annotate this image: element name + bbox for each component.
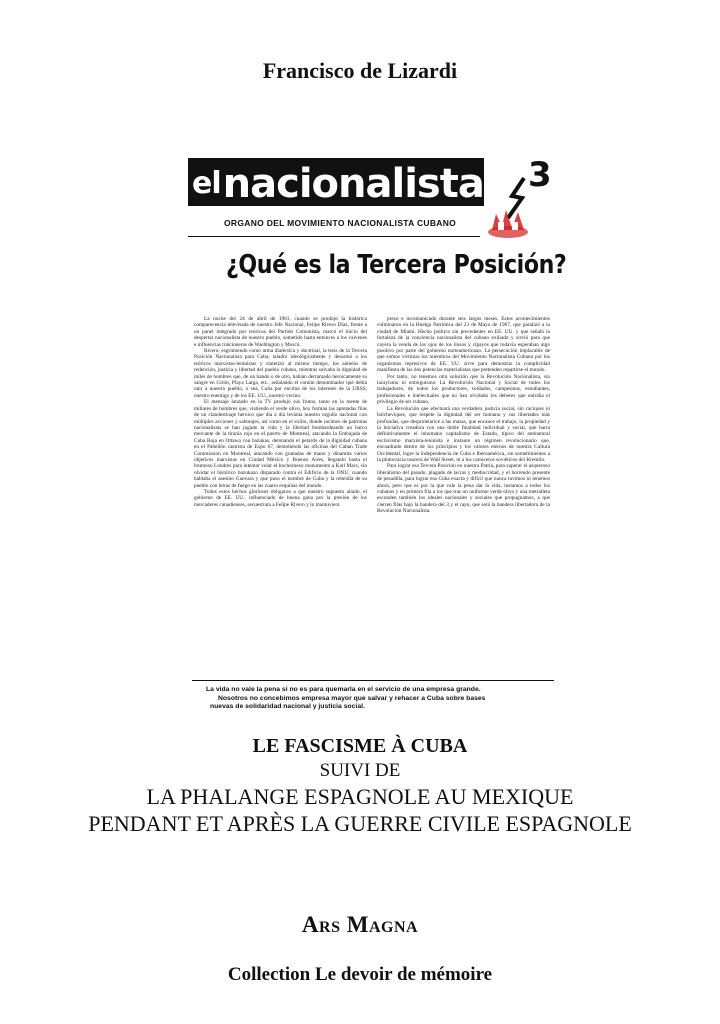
author-name: Francisco de Lizardi [262,58,458,83]
movement-emblem [486,152,556,242]
article-column-left [194,316,367,672]
book-subtitle-line: PENDANT ET APRÈS LA GUERRE CIVILE ESPAGNOLE [88,811,632,836]
paragraph: preso e incomunicado durante seis largos meses. Estos acontecimientos culminaron en la Huelga Patriótica del 23 de Mayo de 1967, que paralizó a la ciudad de Miami. Hecho político sin precedentes en EE. UU. y que señaló la fortaleza de la conciencia nacionalista del cubano exiliado y sirvió para que cayera la venda de los ojos de los ilusos y cipayos que todavía esperaban algo positivo por parte del gobierno norteamericano. La persecución implacable de que somos víctimas los miembros del Movimiento Nacionalista Cubano por los organismos represivos de EE. UU. sirve para demostrar la complicidad manifiesta de las dos potencias materialistas que pretenden repartirse el mundo. [377,316,550,374]
lightning-bolt-icon [486,152,556,242]
divider [188,236,480,237]
paragraph: Rivero, esgrimiendo como arma dialéctica y doctrinal, la tesis de la Tercera Posición Nacionalista para Cuba, taladró ideológicamente y desarmó a los teóricos marxistas-leninistas y sintetizó al mismo tiempo, los anhelos de redención, justicia y libertad del pueblo cubano, mientras salvaba la dignidad de miles de hombres que, de un bando o de otro, habían derramado heroicamente su sangre en Girón, Playa Larga, etc., señalando el común denominador que debía unir a nuestro pueblo, o sea, Cuba por encima de los intereses de la URSS, nuestro enemigo y de los EE. UU., nuestro vecino. [194,348,367,399]
paragraph: La noche del 24 de abril de 1961, cuando se produjo la histórica comparecencia televisada de nuestro Jefe Nacional, Felipe Rivero Díaz, frente a un panel integrado por teóricos del Partido Comunista, marcó el inicio del despertar nacionalista de nuestro pueblo, sometido hasta entonces a los vaivenes e influencias traicioneras de Washington y Moscú. [194,316,367,348]
article-body [194,316,550,672]
paragraph: La Revolución que efectuará una verdadera justicia social, sin caciques ni bolcheviques, que respete la dignidad del ser humano y sus libertades más profundas, que desproletarice a las masas, que encauce el trabajo, la propiedad y la iniciativa creadora con una doble finalidad individual y social, que barra definitivamente el inhumano capitalismo de Estado, típico del antinatural esclavismo marxista-leninista e instaure un régimen revolucionario que, encuadrado dentro de los principios y los valores eternos de nuestra Cultura Occidental, logre la independencia de Cuba e Iberoamérica, sin sometimientos a la plutocracia usurera de Wall Street, ni a los carniceros soviéticos del Kremlin. [377,405,550,463]
quote-line: nuevas de solidaridad nacional y justicia social. [210,703,365,710]
newspaper-subtitle: ORGANO DEL MOVIMIENTO NACIONALISTA CUBANO [224,218,457,228]
book-title-block [0,733,720,837]
article-column-right [377,316,550,672]
masthead-name: nacionalista [222,161,484,207]
paragraph: El mensaje lanzado en la TV produjo sus frutos, tanto en la mente de millares de hombres que, vistiendo el verde olivo, hoy forman las apretadas filas de un clandestinaje heroico que día a día levanta nuestro orgullo nacional con múltiples acciones y sabotajes, así como en el exilio, donde racimos de patriotas nacionalistas se han jugado la vida y la libertad bombardeando un barco mercante de la tiranía rojo en el puerto de Montreal, atacando la Embajada de Cuba Roja en Ottawa con bazukas, detonando el petardo de la dignidad cubana en el Pabellón castrista de Expo 67, demoliendo las oficinas del Cuban Trade Commission en Montreal, atacando con granadas de mano y dinamita varios objetivos marxistas en Ciudad México y Buenos Aires, llegando hasta el brumoso Londres para intentar volar el bochornoso monumento a Karl Marx, sin olvidar el histórico bazukazo disparado contra el Edificio de la ONU, cuando hablaba el asesino Guevara y que puso el nombre de Cuba y la rebeldía de su pueblo con letras de fuego en las cuatro esquinas del mundo. [194,399,367,489]
newspaper-clipping [188,152,567,710]
title-connector: SUIVI DE [319,760,401,781]
masthead-prefix: el [192,166,221,201]
book-title: LE FASCISME À CUBA [252,735,468,757]
collection-name: Collection Le devoir de mémoire [227,964,493,985]
paragraph: Para lograr esa Tercera Posición en nuestra Patria, para superar el asqueroso liberalismo del pasado, plagado de lacras y mediocridad, y el horrendo presente de pesadilla, para lograr esa Cuba exacta y difícil que nunca tuvimos ni tenemos ahora, pero que es por la que vale la pena dar la vida, instamos a todos los cubanos y en primera fila a los que tras un uniforme verde olivo y una metralleta esconden también los ideales nacionales y sociales que propugnamos, a que cierren filas bajo la bandera del 3 y el rayo, que será la bandera libertadora de la Revolución Nacionalista. [377,463,550,515]
quote-line: La vida no vale la pena si no es para quemarla en el servicio de una empresa grande. [206,686,481,693]
article-headline: ¿Qué es la Tercera Posición? [226,250,567,280]
quote-line: Nosotros no concebimos empresa mayor que salvar y rehacer a Cuba sobre bases [218,694,486,702]
paragraph: Todos estos hechos gloriosos obligaron a que nuestro supuesto aliado, el gobierno de EE. UU., influenciado de buena gana por la presión de los mercaderes canadienses, secuestrara a Felipe Rivero y lo mantuviera [194,488,367,508]
footer-quote [206,686,546,712]
publisher-name: Ars Magna [301,912,419,937]
newspaper-masthead [188,158,484,206]
book-subtitle-line: LA PHALANGE ESPAGNOLE AU MEXIQUE [146,784,574,809]
issue-number: 3 [528,155,552,195]
divider [192,680,554,681]
paragraph: Por tanto, no tenemos otra solución que la Revolución Nacionalista, sin lacayismo ni entreguismo. La Revolución Nacional y Social de todos los trabajadores, de todos los productores, soldados, campesinos, estudiantes, profesionales e intelectuales que no han olvidado los deberes que entraña el privilegio de ser cubano. [377,373,550,406]
